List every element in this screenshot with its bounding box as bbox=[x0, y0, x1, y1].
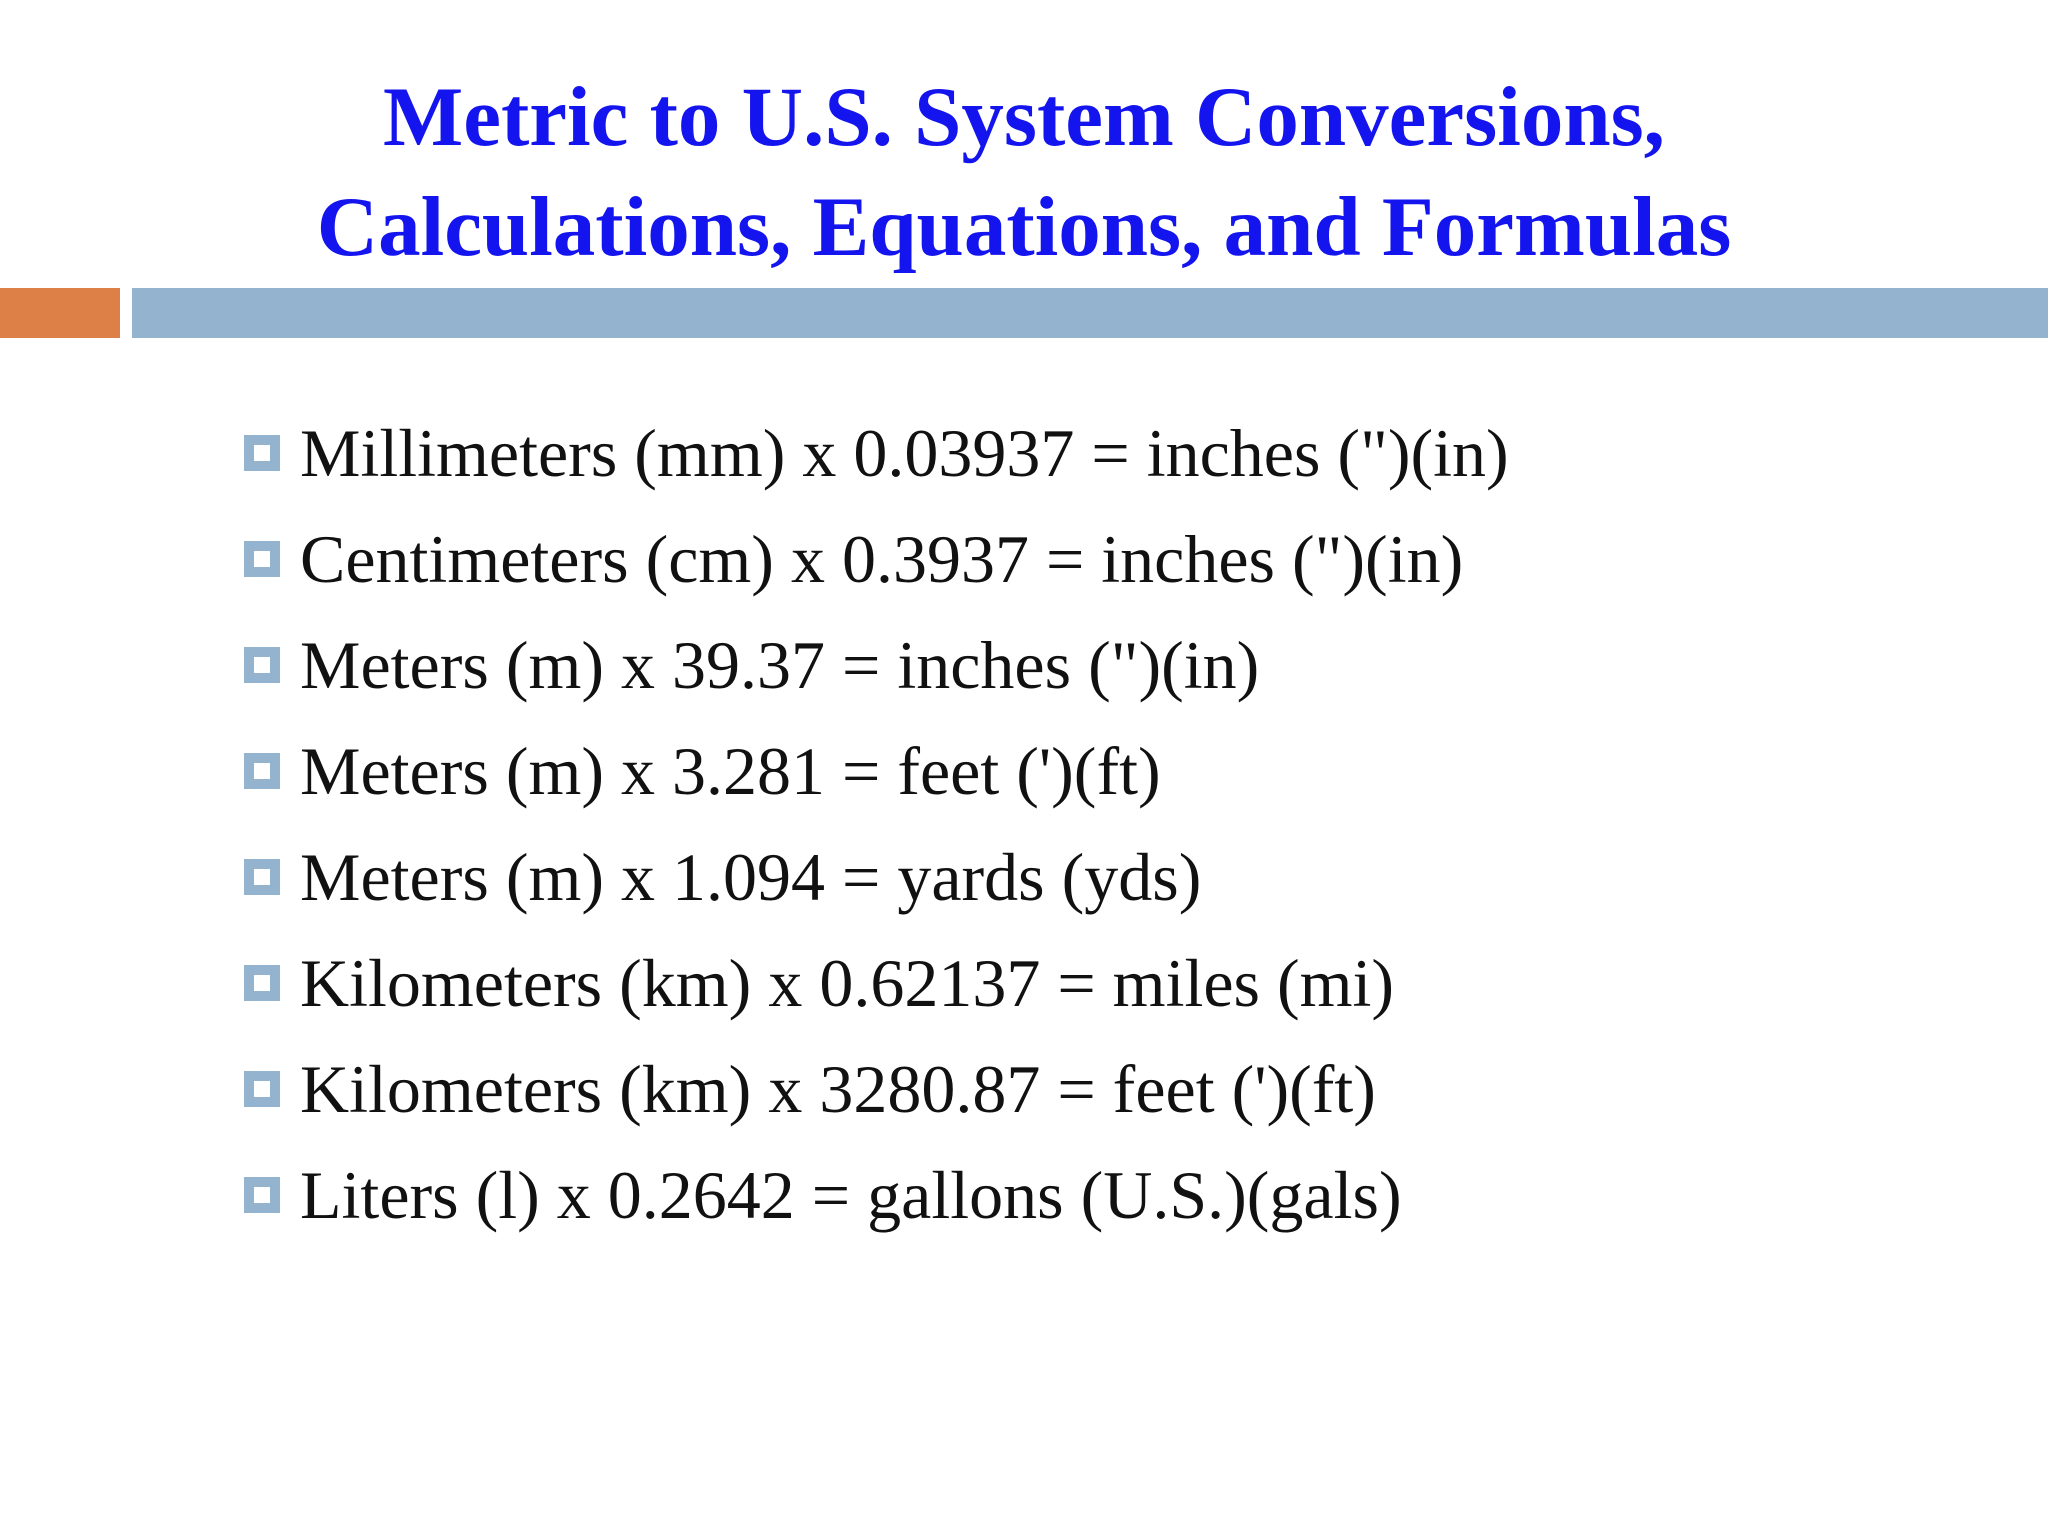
square-bullet-icon bbox=[244, 859, 280, 895]
conversion-list bbox=[244, 400, 1509, 1248]
list-item-text: Millimeters (mm) x 0.03937 = inches (")(in) bbox=[300, 414, 1509, 491]
list-item bbox=[244, 506, 1509, 612]
square-bullet-icon bbox=[244, 1177, 280, 1213]
slide-title-line-1: Metric to U.S. System Conversions, bbox=[383, 70, 1665, 164]
list-item bbox=[244, 612, 1509, 718]
slide-title-line-2: Calculations, Equations, and Formulas bbox=[316, 180, 1732, 274]
list-item-text: Centimeters (cm) x 0.3937 = inches (")(in) bbox=[300, 520, 1464, 597]
list-item-text: Kilometers (km) x 0.62137 = miles (mi) bbox=[300, 944, 1395, 1021]
list-item bbox=[244, 824, 1509, 930]
square-bullet-icon bbox=[244, 647, 280, 683]
accent-bar-blue bbox=[132, 288, 2048, 338]
list-item-text: Meters (m) x 3.281 = feet (')(ft) bbox=[300, 732, 1161, 809]
list-item bbox=[244, 930, 1509, 1036]
list-item-text: Liters (l) x 0.2642 = gallons (U.S.)(gals) bbox=[300, 1156, 1402, 1233]
square-bullet-icon bbox=[244, 1071, 280, 1107]
list-item-text: Meters (m) x 1.094 = yards (yds) bbox=[300, 838, 1202, 915]
list-item-text: Meters (m) x 39.37 = inches (")(in) bbox=[300, 626, 1260, 703]
list-item bbox=[244, 1036, 1509, 1142]
list-item bbox=[244, 718, 1509, 824]
slide-title bbox=[0, 62, 2048, 282]
square-bullet-icon bbox=[244, 435, 280, 471]
list-item bbox=[244, 1142, 1509, 1248]
list-item-text: Kilometers (km) x 3280.87 = feet (')(ft) bbox=[300, 1050, 1376, 1127]
accent-bar-orange bbox=[0, 288, 120, 338]
square-bullet-icon bbox=[244, 541, 280, 577]
square-bullet-icon bbox=[244, 753, 280, 789]
square-bullet-icon bbox=[244, 965, 280, 1001]
list-item bbox=[244, 400, 1509, 506]
